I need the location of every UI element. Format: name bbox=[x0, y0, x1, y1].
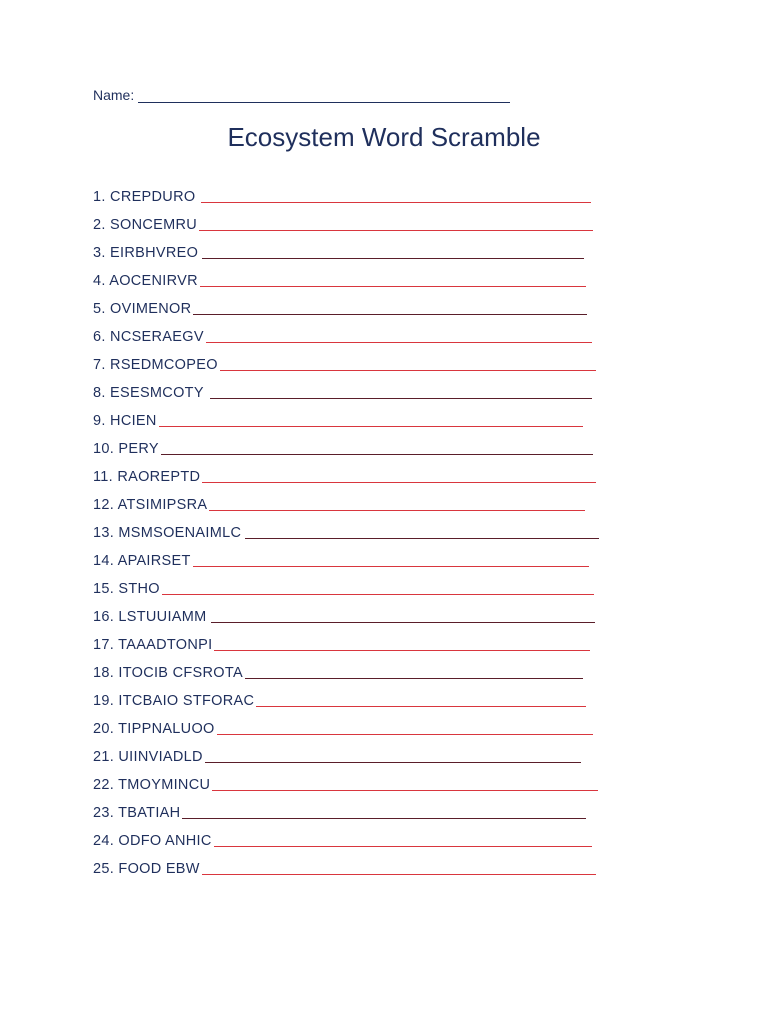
answer-line[interactable] bbox=[193, 552, 589, 567]
list-item bbox=[93, 654, 599, 682]
item-label: 22. TMOYMINCU bbox=[93, 777, 211, 793]
list-item bbox=[93, 346, 599, 374]
answer-line[interactable] bbox=[202, 468, 596, 483]
list-item bbox=[93, 570, 599, 598]
item-label: 24. ODFO ANHIC bbox=[93, 833, 212, 849]
item-label: 1. CREPDURO bbox=[93, 189, 196, 205]
list-item bbox=[93, 542, 599, 570]
list-item bbox=[93, 514, 599, 542]
list-item bbox=[93, 822, 599, 850]
name-label: Name: bbox=[93, 87, 135, 103]
answer-line[interactable] bbox=[210, 384, 592, 399]
answer-line[interactable] bbox=[220, 356, 596, 371]
list-item bbox=[93, 766, 599, 794]
list-item bbox=[93, 626, 599, 654]
list-item bbox=[93, 178, 599, 206]
item-label: 10. PERY bbox=[93, 441, 159, 457]
list-item bbox=[93, 486, 599, 514]
answer-line[interactable] bbox=[245, 524, 599, 539]
item-label: 3. EIRBHVREO bbox=[93, 245, 199, 261]
answer-line[interactable] bbox=[162, 580, 594, 595]
answer-line[interactable] bbox=[214, 636, 590, 651]
list-item bbox=[93, 234, 599, 262]
item-label: 13. MSMSOENAIMLC bbox=[93, 525, 242, 541]
item-label: 6. NCSERAEGV bbox=[93, 329, 204, 345]
answer-line[interactable] bbox=[200, 272, 586, 287]
item-label: 20. TIPPNALUOO bbox=[93, 721, 215, 737]
list-item bbox=[93, 206, 599, 234]
list-item bbox=[93, 598, 599, 626]
answer-line[interactable] bbox=[245, 664, 583, 679]
answer-line[interactable] bbox=[159, 412, 583, 427]
name-blank-line[interactable] bbox=[138, 87, 510, 103]
answer-line[interactable] bbox=[193, 300, 587, 315]
item-label: 5. OVIMENOR bbox=[93, 301, 192, 317]
list-item bbox=[93, 682, 599, 710]
item-label: 2. SONCEMRU bbox=[93, 217, 198, 233]
item-label: 8. ESESMCOTY bbox=[93, 385, 204, 401]
item-label: 9. HCIEN bbox=[93, 413, 157, 429]
list-item bbox=[93, 794, 599, 822]
item-label: 25. FOOD EBW bbox=[93, 861, 200, 877]
answer-line[interactable] bbox=[182, 804, 586, 819]
item-label: 11. RAOREPTD bbox=[93, 469, 201, 485]
item-label: 15. STHO bbox=[93, 581, 160, 597]
item-label: 18. ITOCIB CFSROTA bbox=[93, 665, 243, 681]
answer-line[interactable] bbox=[201, 188, 591, 203]
list-item bbox=[93, 402, 599, 430]
item-label: 17. TAAADTONPI bbox=[93, 637, 213, 653]
list-item bbox=[93, 458, 599, 486]
answer-line[interactable] bbox=[212, 776, 598, 791]
answer-line[interactable] bbox=[205, 748, 581, 763]
answer-line[interactable] bbox=[199, 216, 593, 231]
list-item bbox=[93, 710, 599, 738]
list-item bbox=[93, 262, 599, 290]
word-scramble-list bbox=[93, 178, 599, 878]
list-item bbox=[93, 374, 599, 402]
answer-line[interactable] bbox=[202, 860, 596, 875]
item-label: 4. AOCENIRVR bbox=[93, 273, 198, 289]
item-label: 23. TBATIAH bbox=[93, 805, 181, 821]
list-item bbox=[93, 850, 599, 878]
answer-line[interactable] bbox=[209, 496, 585, 511]
list-item bbox=[93, 318, 599, 346]
list-item bbox=[93, 738, 599, 766]
answer-line[interactable] bbox=[206, 328, 592, 343]
item-label: 7. RSEDMCOPEO bbox=[93, 357, 218, 373]
answer-line[interactable] bbox=[214, 832, 592, 847]
item-label: 21. UIINVIADLD bbox=[93, 749, 203, 765]
answer-line[interactable] bbox=[211, 608, 595, 623]
name-field[interactable] bbox=[93, 87, 510, 103]
page-title: Ecosystem Word Scramble bbox=[227, 122, 541, 152]
item-label: 19. ITCBAIO STFORAC bbox=[93, 693, 255, 709]
answer-line[interactable] bbox=[202, 244, 584, 259]
answer-line[interactable] bbox=[161, 440, 593, 455]
answer-line[interactable] bbox=[217, 720, 593, 735]
list-item bbox=[93, 290, 599, 318]
list-item bbox=[93, 430, 599, 458]
item-label: 16. LSTUUIAMM bbox=[93, 609, 207, 625]
item-label: 14. APAIRSET bbox=[93, 553, 191, 569]
answer-line[interactable] bbox=[256, 692, 586, 707]
item-label: 12. ATSIMIPSRA bbox=[93, 497, 208, 513]
